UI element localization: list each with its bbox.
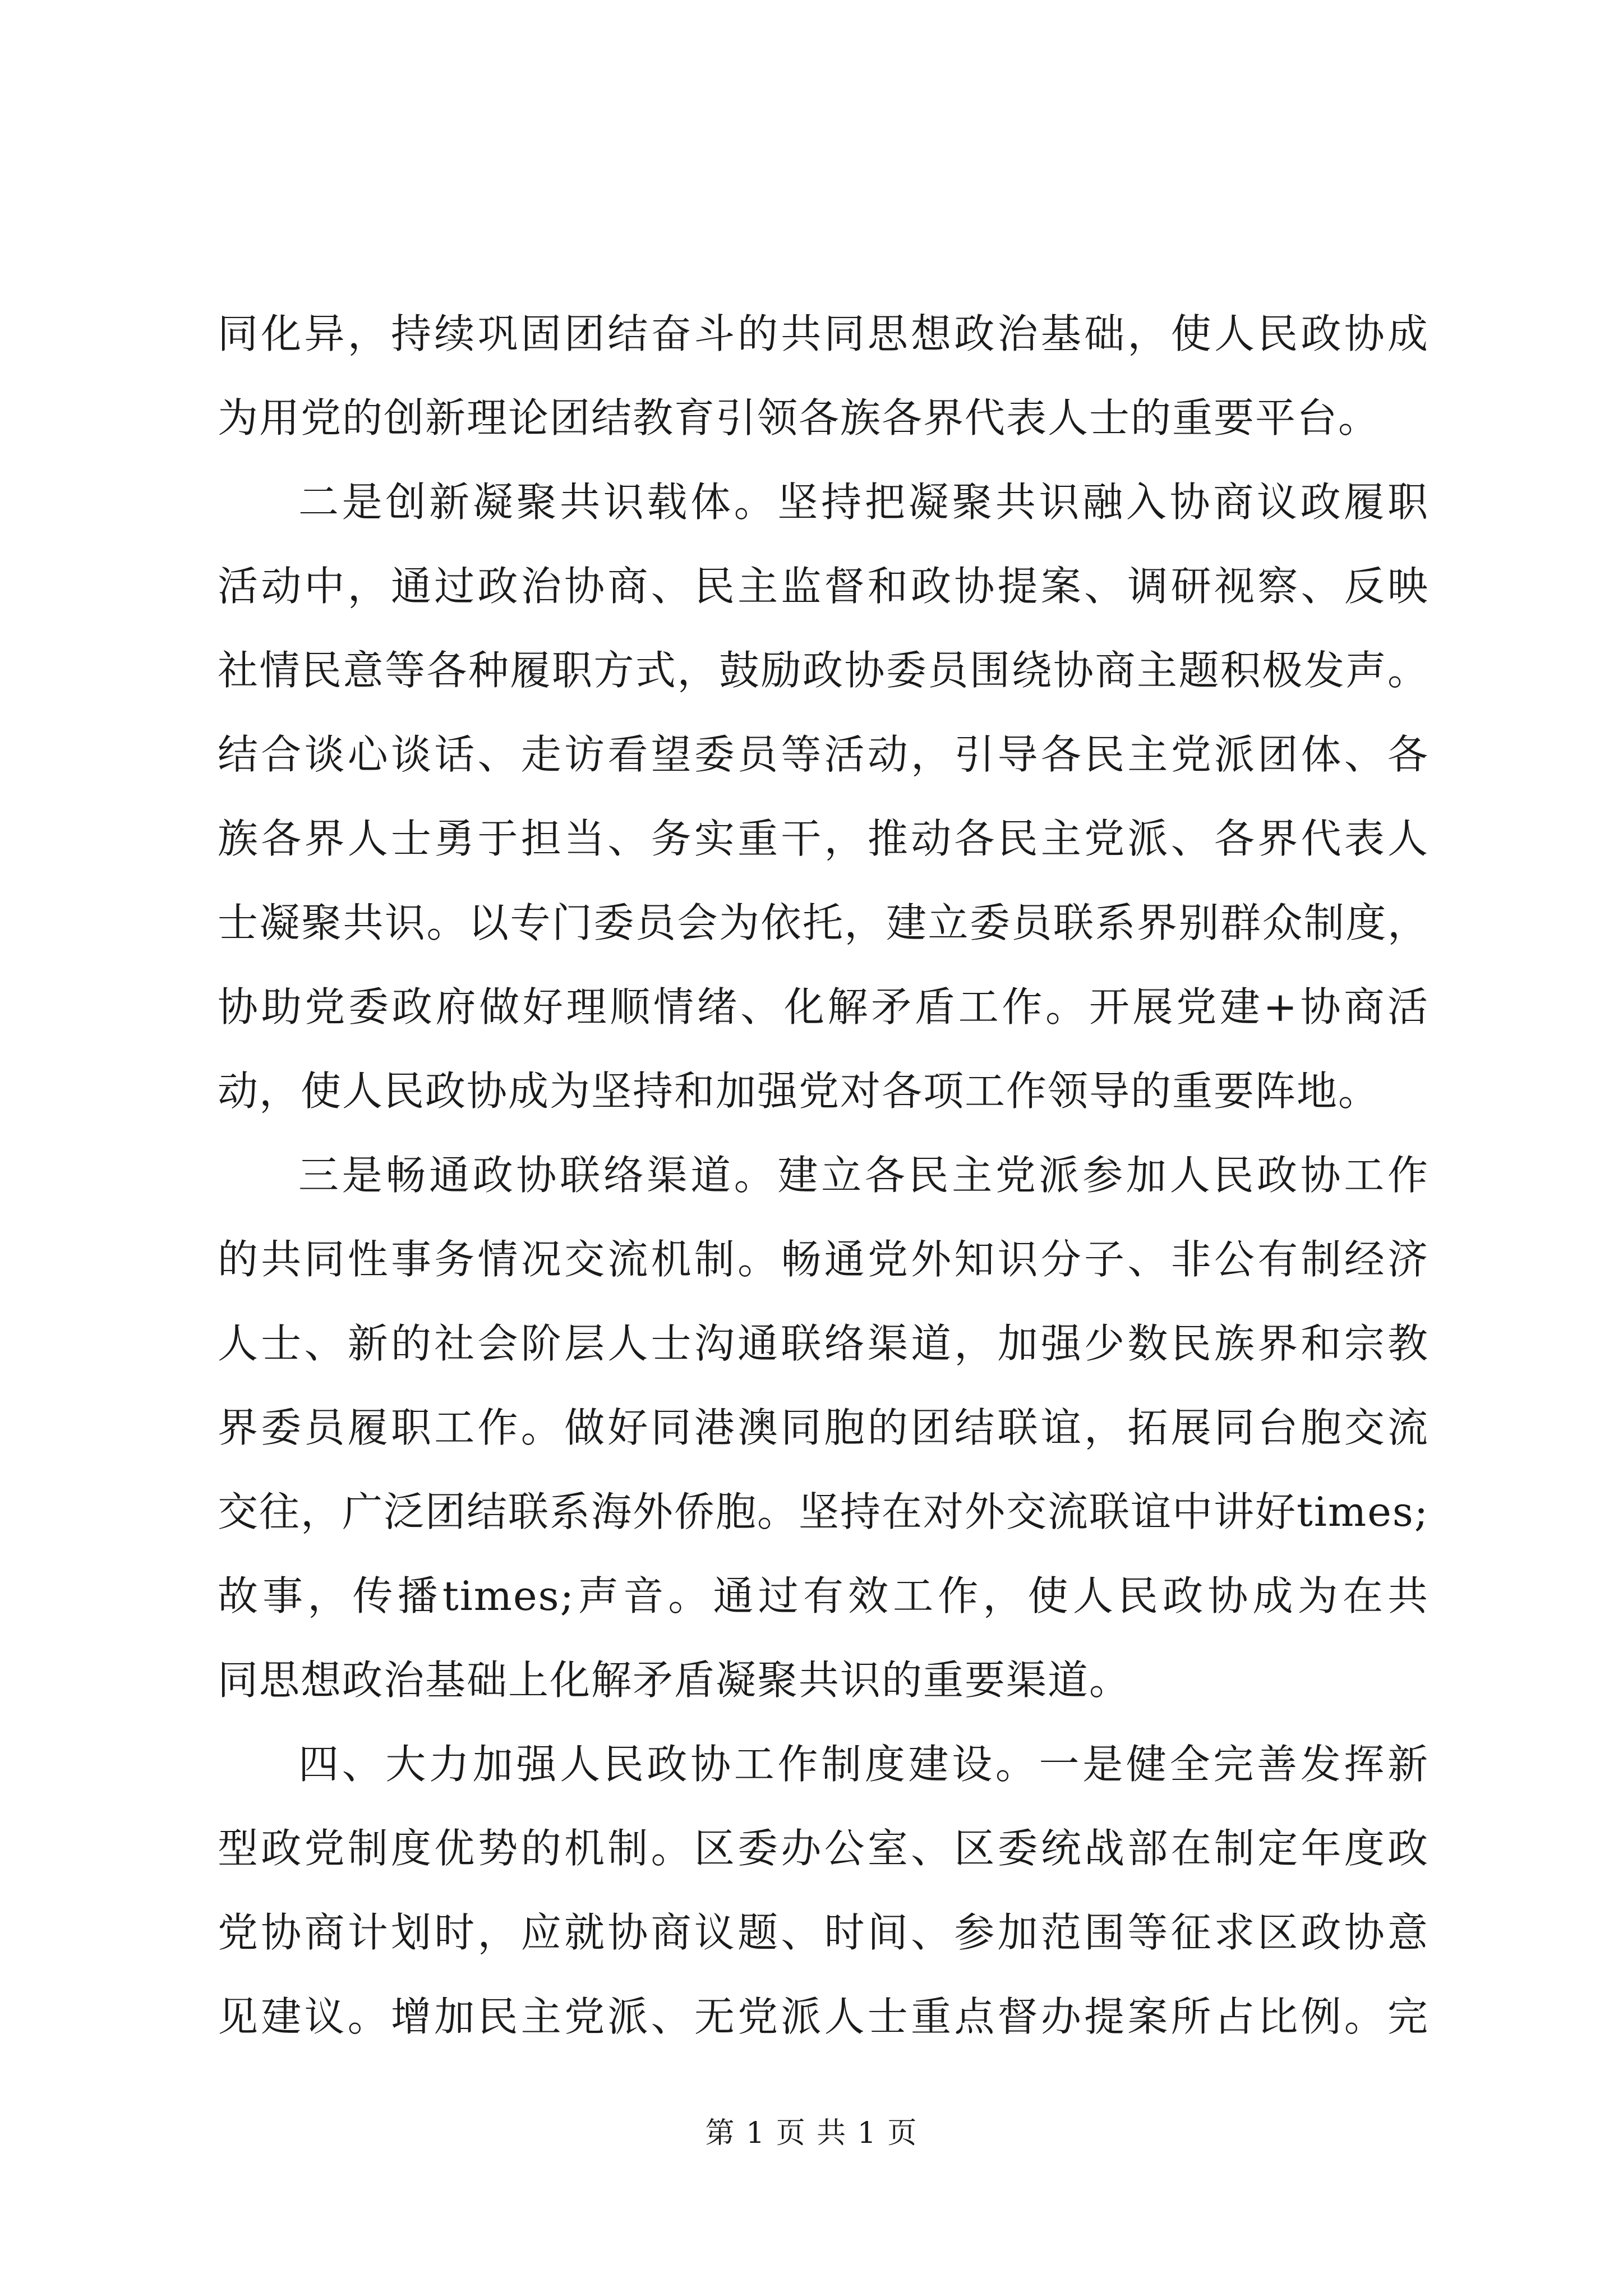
page-footer <box>0 2109 1623 2151</box>
paragraph-line: 交往，广泛团结联系海外侨胞。坚持在对外交流联谊中讲好times; <box>218 1488 1430 1535</box>
paragraph-line: 故事，传播times;声音。通过有效工作，使人民政协成为在共 <box>218 1572 1429 1619</box>
paragraph-line: 为用党的创新理论团结教育引领各族各界代表人士的重要平台。 <box>218 394 1380 441</box>
paragraph-line: 见建议。增加民主党派、无党派人士重点督办提案所占比例。完 <box>218 1993 1429 2040</box>
paragraph-line: 四、大力加强人民政协工作制度建设。一是健全完善发挥新 <box>298 1741 1429 1788</box>
page-number-label: 第 1 页 共 1 页 <box>705 2116 918 2150</box>
paragraph-line: 士凝聚共识。以专门委员会为依托，建立委员联系界别群众制度， <box>218 899 1429 946</box>
paragraph-line: 人士、新的社会阶层人士沟通联络渠道，加强少数民族界和宗教 <box>218 1320 1429 1367</box>
paragraph-line: 二是创新凝聚共识载体。坚持把凝聚共识融入协商议政履职 <box>298 478 1429 526</box>
paragraph-line: 社情民意等各种履职方式，鼓励政协委员围绕协商主题积极发声。 <box>218 647 1429 694</box>
paragraph-line: 界委员履职工作。做好同港澳同胞的团结联谊，拓展同台胞交流 <box>218 1404 1429 1451</box>
paragraph-line: 同化异，持续巩固团结奋斗的共同思想政治基础，使人民政协成 <box>218 310 1429 357</box>
paragraph-line: 结合谈心谈话、走访看望委员等活动，引导各民主党派团体、各 <box>218 731 1429 778</box>
paragraph-line: 同思想政治基础上化解矛盾凝聚共识的重要渠道。 <box>218 1657 1131 1704</box>
paragraph-line: 族各界人士勇于担当、务实重干，推动各民主党派、各界代表人 <box>218 815 1429 862</box>
paragraph-line: 协助党委政府做好理顺情绪、化解矛盾工作。开展党建+协商活 <box>218 983 1429 1030</box>
paragraph-line: 动，使人民政协成为坚持和加强党对各项工作领导的重要阵地。 <box>218 1068 1380 1115</box>
paragraph-line: 三是畅通政协联络渠道。建立各民主党派参加人民政协工作 <box>298 1152 1429 1199</box>
paragraph-line: 活动中，通过政治协商、民主监督和政协提案、调研视察、反映 <box>218 563 1429 610</box>
paragraph-line: 党协商计划时，应就协商议题、时间、参加范围等征求区政协意 <box>218 1909 1429 1956</box>
paragraph-line: 型政党制度优势的机制。区委办公室、区委统战部在制定年度政 <box>218 1825 1429 1872</box>
paragraph-line: 的共同性事务情况交流机制。畅通党外知识分子、非公有制经济 <box>218 1236 1429 1283</box>
document-body <box>218 292 1429 2059</box>
